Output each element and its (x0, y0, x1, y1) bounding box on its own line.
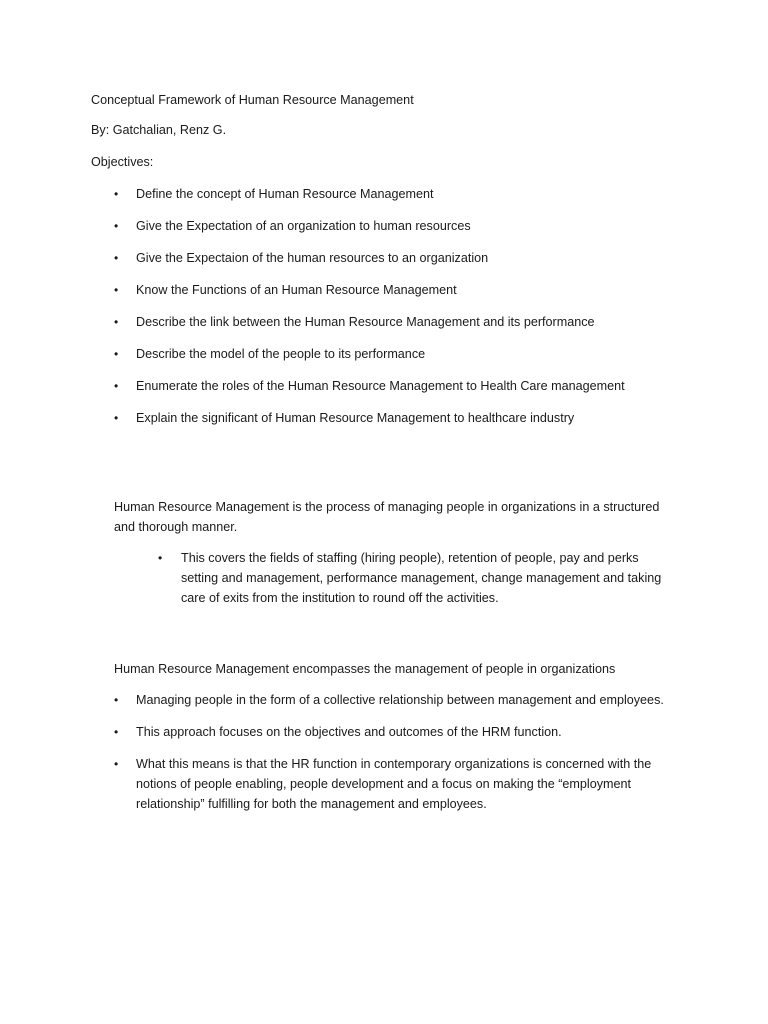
objective-text: Define the concept of Human Resource Management (136, 187, 434, 201)
bullet-line: notions of people enabling, people development and a focus on making the “employment (136, 777, 631, 791)
bullet-icon: • (114, 251, 119, 265)
list-item (0, 411, 768, 431)
author-line: By: Gatchalian, Renz G. (91, 123, 227, 137)
bullet-icon: • (114, 283, 119, 297)
bullet-line: care of exits from the institution to round off the activities. (181, 591, 499, 605)
objective-text: Describe the model of the people to its performance (136, 347, 426, 361)
bullet-line: This covers the fields of staffing (hiring people), retention of people, pay and perks (181, 551, 639, 565)
objective-text: Explain the significant of Human Resource Management to healthcare industry (136, 411, 575, 425)
paragraph-line: and thorough manner. (114, 520, 238, 534)
bullet-icon: • (114, 379, 119, 393)
bullet-icon: • (114, 219, 119, 233)
objective-text: Describe the link between the Human Resource Management and its performance (136, 315, 595, 329)
list-item (0, 315, 768, 335)
bullet-icon: • (114, 187, 119, 201)
bullet-icon: • (114, 315, 119, 329)
bullet-icon: • (114, 411, 119, 425)
bullet-icon: • (158, 551, 163, 565)
bullet-icon: • (114, 693, 119, 707)
bullet-line: setting and management, performance management, change management and taking (181, 571, 662, 585)
bullet-icon: • (114, 347, 119, 361)
bullet-icon: • (114, 757, 119, 771)
list-item (0, 251, 768, 271)
document-title: Conceptual Framework of Human Resource Management (91, 93, 414, 107)
bullet-icon: • (114, 725, 119, 739)
list-item (0, 187, 768, 207)
bullet-line: Managing people in the form of a collective relationship between management and employees. (136, 693, 664, 707)
list-item (0, 219, 768, 239)
list-item (0, 379, 768, 399)
objectives-heading: Objectives: (91, 155, 154, 169)
objective-text: Give the Expectation of an organization to human resources (136, 219, 471, 233)
list-item (0, 283, 768, 303)
paragraph-line: Human Resource Management is the process of managing people in organizations in a structured (114, 500, 660, 514)
list-item (0, 347, 768, 367)
objective-text: Enumerate the roles of the Human Resource Management to Health Care management (136, 379, 625, 393)
objective-text: Know the Functions of an Human Resource Management (136, 283, 457, 297)
bullet-line: This approach focuses on the objectives and outcomes of the HRM function. (136, 725, 562, 739)
bullet-line: What this means is that the HR function in contemporary organizations is concerned with the (136, 757, 652, 771)
bullet-line: relationship” fulfilling for both the management and employees. (136, 797, 487, 811)
encompasses-paragraph: Human Resource Management encompasses the management of people in organizations (114, 662, 616, 676)
objective-text: Give the Expectaion of the human resources to an organization (136, 251, 489, 265)
